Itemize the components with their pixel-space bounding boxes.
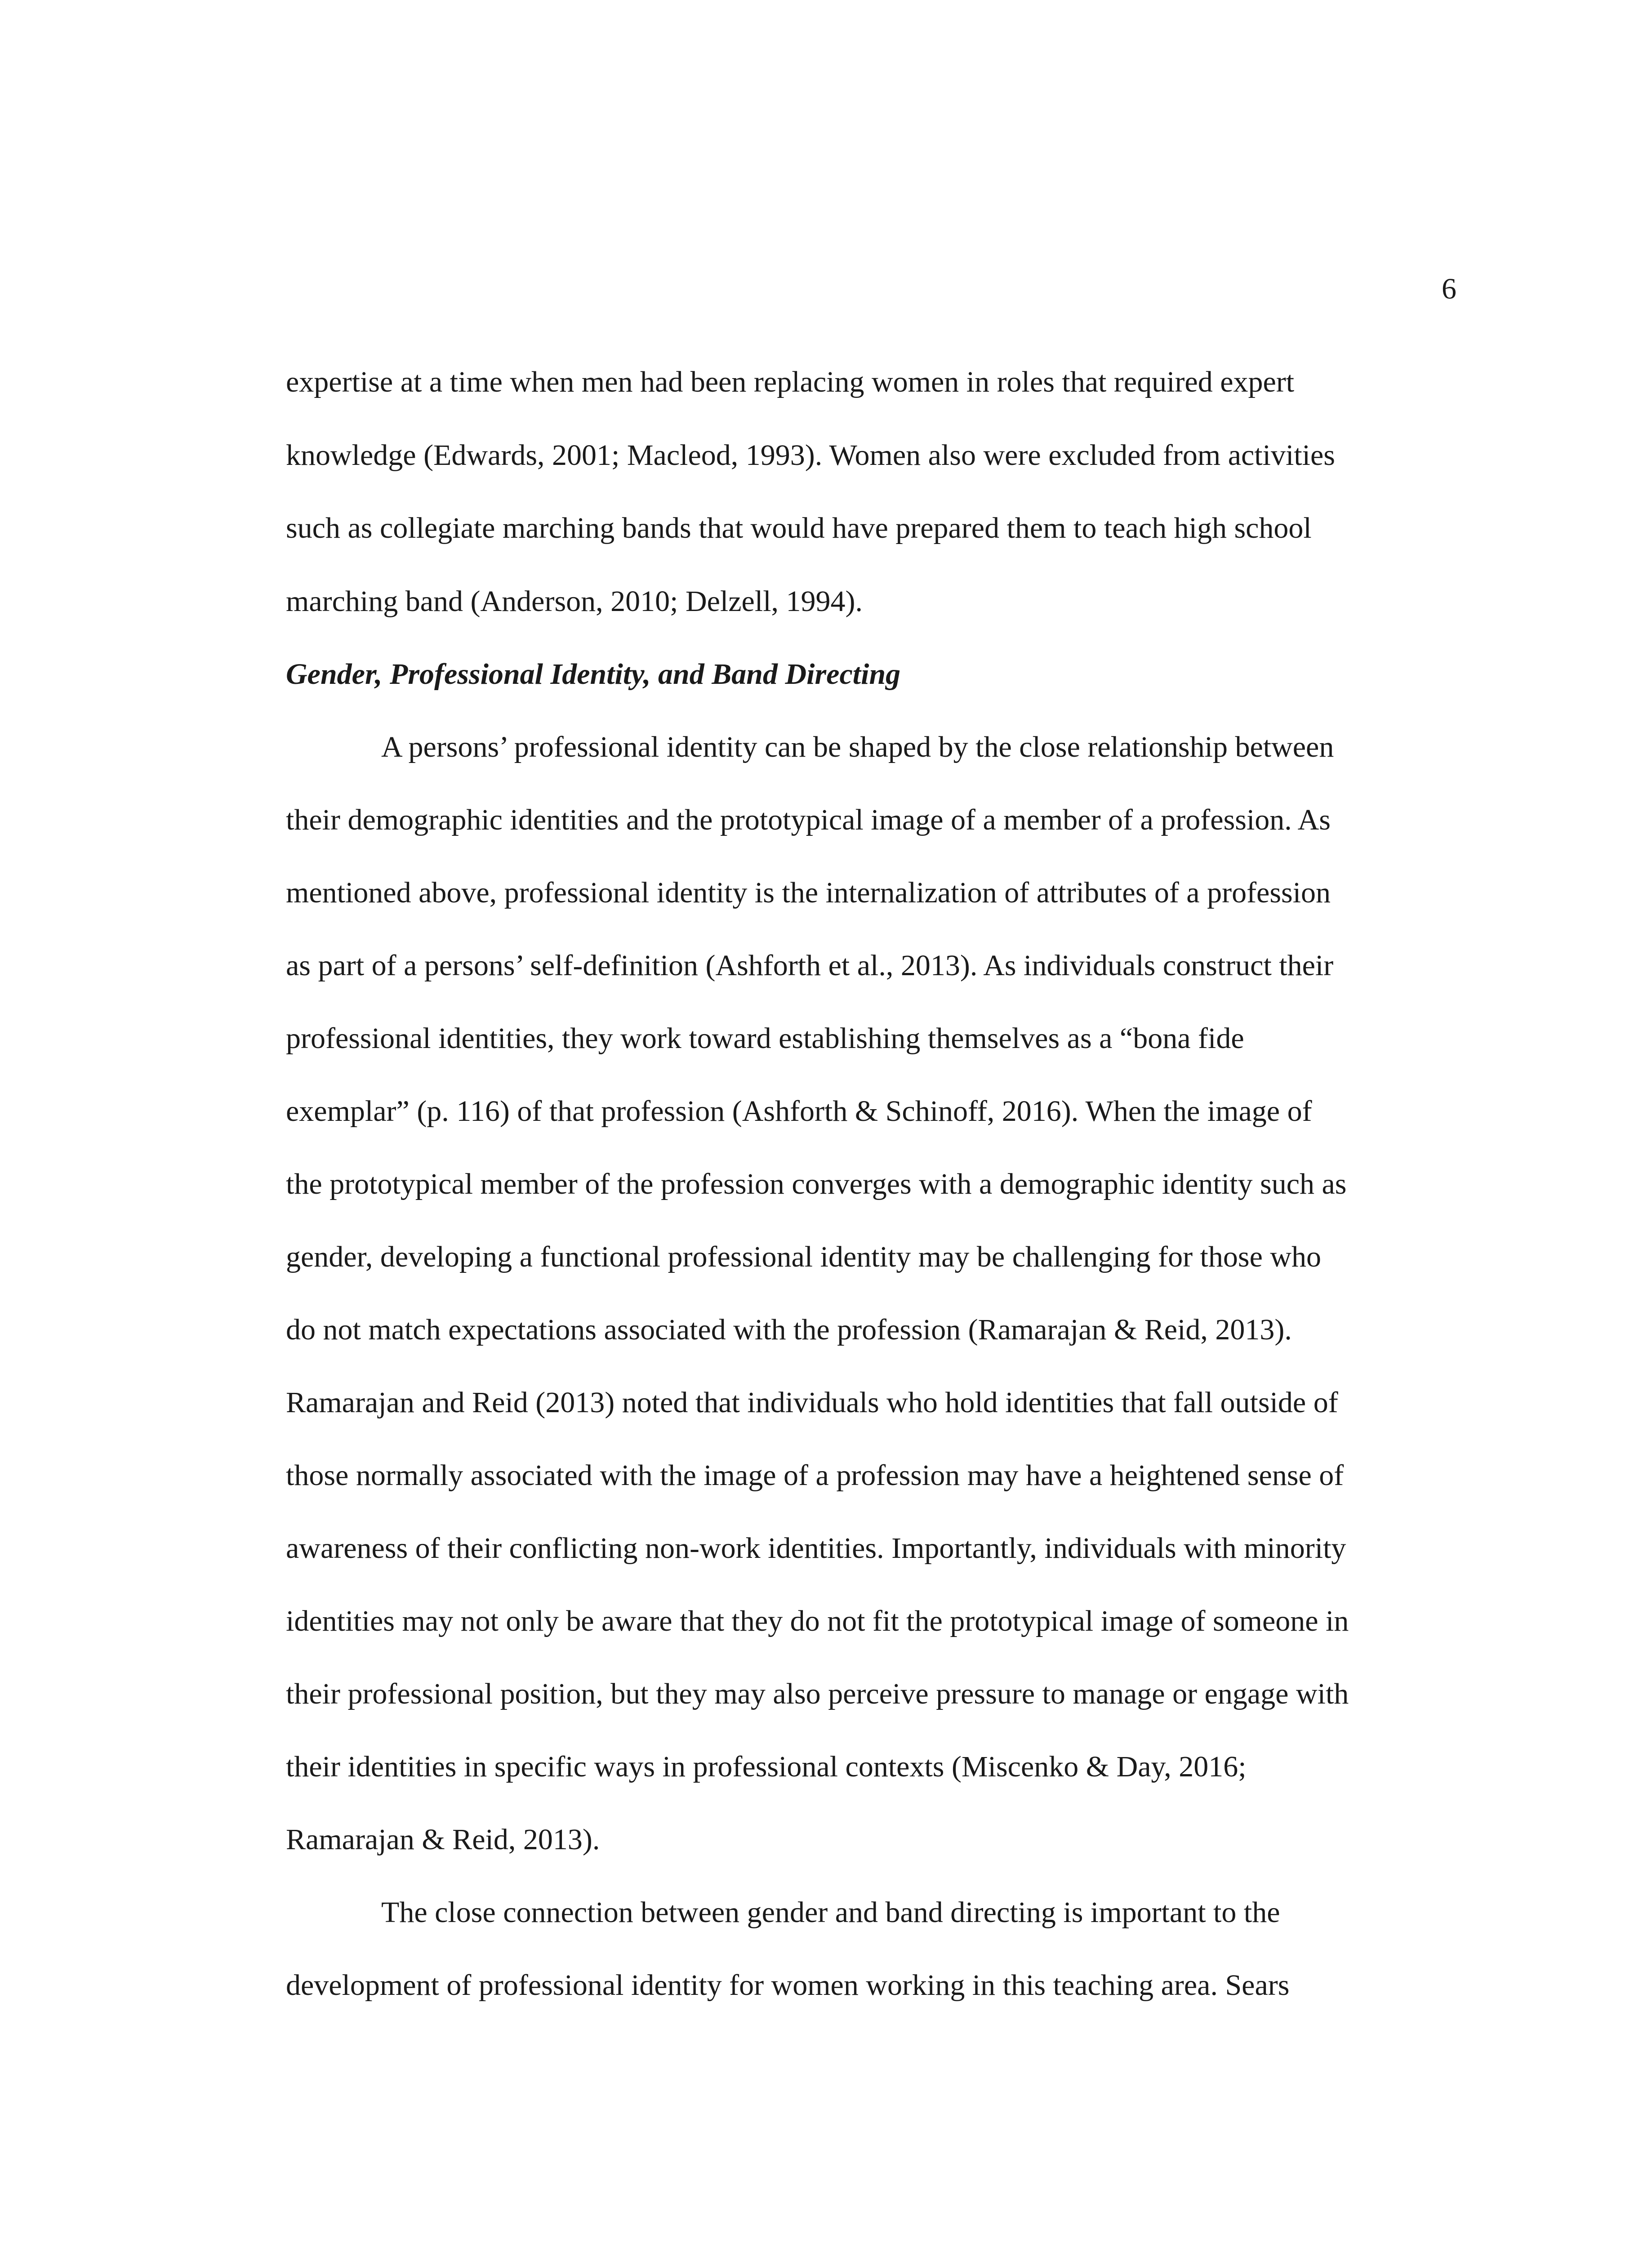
section-heading: Gender, Professional Identity, and Band Directing — [286, 658, 901, 691]
body-line: those normally associated with the image of a profession may have a heightened sense of — [286, 1459, 1344, 1492]
body-line: mentioned above, professional identity is the internalization of attributes of a profession — [286, 876, 1331, 909]
body-line: their professional position, but they may also perceive pressure to manage or engage with — [286, 1677, 1349, 1710]
body-line: their demographic identities and the prototypical image of a member of a profession. As — [286, 803, 1331, 836]
body-line: Ramarajan & Reid, 2013). — [286, 1823, 600, 1856]
body-line: Ramarajan and Reid (2013) noted that individuals who hold identities that fall outside of — [286, 1386, 1338, 1419]
body-line: professional identities, they work toward establishing themselves as a “bona fide — [286, 1022, 1244, 1055]
body-line: awareness of their conflicting non-work identities. Importantly, individuals with minority — [286, 1532, 1346, 1565]
body-line: the prototypical member of the profession converges with a demographic identity such as — [286, 1168, 1347, 1200]
body-line: knowledge (Edwards, 2001; Macleod, 1993). Women also were excluded from activities — [286, 439, 1335, 472]
body-line: do not match expectations associated with the profession (Ramarajan & Reid, 2013). — [286, 1313, 1292, 1346]
body-line: A persons’ professional identity can be shaped by the close relationship between — [381, 731, 1334, 763]
body-line: exemplar” (p. 116) of that profession (Ashforth & Schinoff, 2016). When the image of — [286, 1095, 1312, 1128]
body-line: their identities in specific ways in professional contexts (Miscenko & Day, 2016; — [286, 1750, 1247, 1783]
body-line: such as collegiate marching bands that would have prepared them to teach high school — [286, 512, 1312, 544]
body-line: The close connection between gender and band directing is important to the — [381, 1896, 1280, 1929]
body-line: identities may not only be aware that they do not fit the prototypical image of someone in — [286, 1605, 1349, 1637]
body-line: development of professional identity for women working in this teaching area. Sears — [286, 1969, 1290, 2002]
page-number: 6 — [1442, 272, 1456, 305]
body-line: marching band (Anderson, 2010; Delzell, 1994). — [286, 585, 863, 618]
body-line: as part of a persons’ self-definition (Ashforth et al., 2013). As individuals construct their — [286, 949, 1334, 982]
body-line: gender, developing a functional professional identity may be challenging for those who — [286, 1240, 1322, 1273]
body-line: expertise at a time when men had been replacing women in roles that required expert — [286, 366, 1295, 398]
